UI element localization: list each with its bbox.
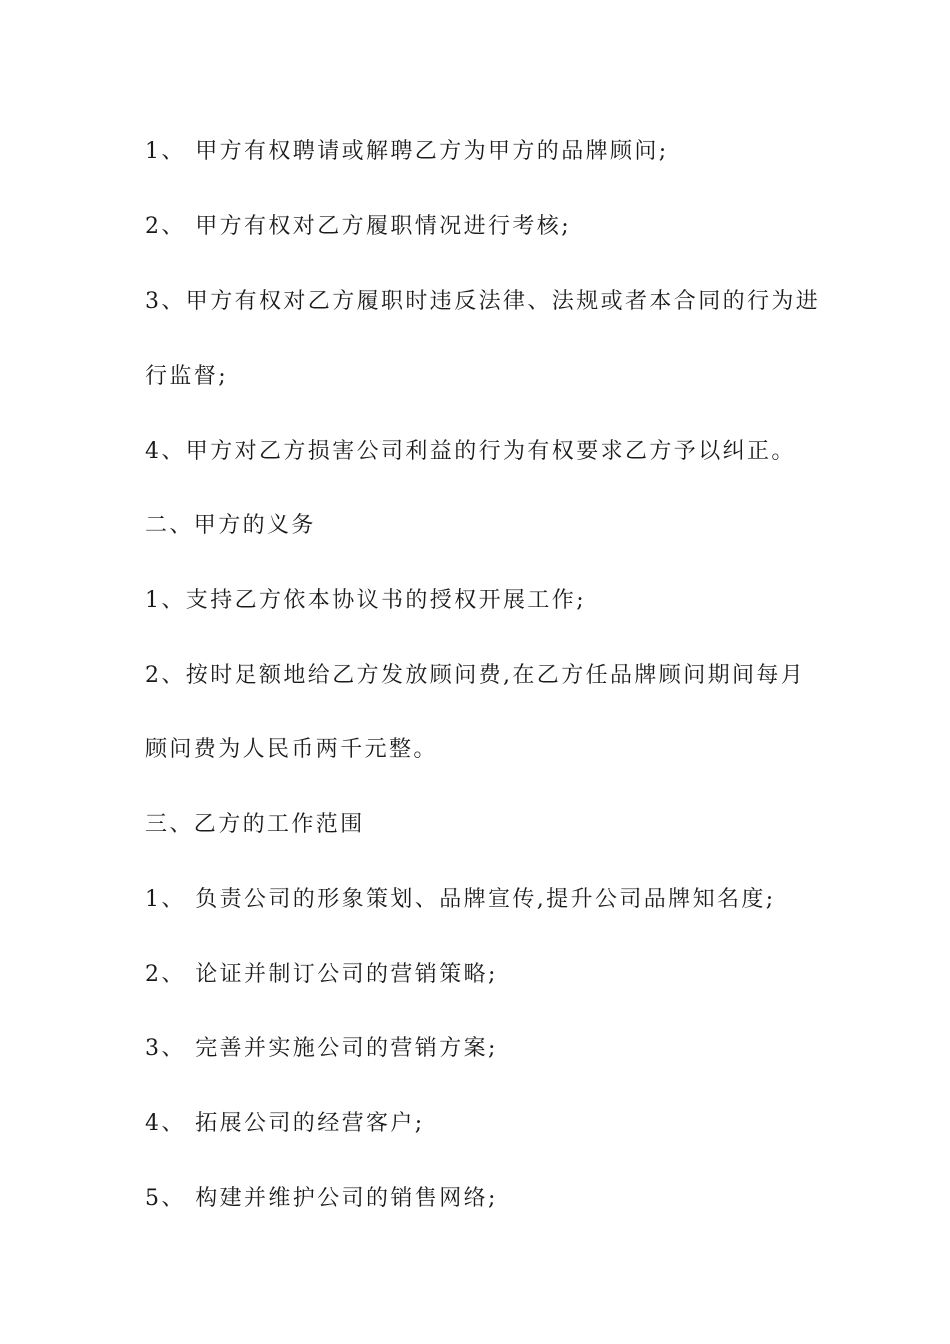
obligations-item-1: 1、支持乙方依本协议书的授权开展工作; [145,588,587,613]
scope-item-4: 4、 拓展公司的经营客户; [145,1111,425,1136]
rights-item-3: 3、甲方有权对乙方履职时违反法律、法规或者本合同的行为进 [145,289,821,314]
section-heading-obligations: 二、甲方的义务 [145,513,316,538]
scope-item-3: 3、 完善并实施公司的营销方案; [145,1036,498,1061]
rights-item-1: 1、 甲方有权聘请或解聘乙方为甲方的品牌顾问; [145,139,669,164]
scope-item-2: 2、 论证并制订公司的营销策略; [145,962,498,987]
rights-item-2: 2、 甲方有权对乙方履职情况进行考核; [145,214,572,239]
obligations-item-2-continued: 顾问费为人民币两千元整。 [145,737,438,762]
rights-item-3-continued: 行监督; [145,364,229,389]
scope-item-1: 1、 负责公司的形象策划、品牌宣传,提升公司品牌知名度; [145,887,776,912]
section-heading-scope: 三、乙方的工作范围 [145,812,365,837]
scope-item-5: 5、 构建并维护公司的销售网络; [145,1186,498,1211]
obligations-item-2: 2、按时足额地给乙方发放顾问费,在乙方任品牌顾问期间每月 [145,663,806,688]
rights-item-4: 4、甲方对乙方损害公司利益的行为有权要求乙方予以纠正。 [145,439,796,464]
